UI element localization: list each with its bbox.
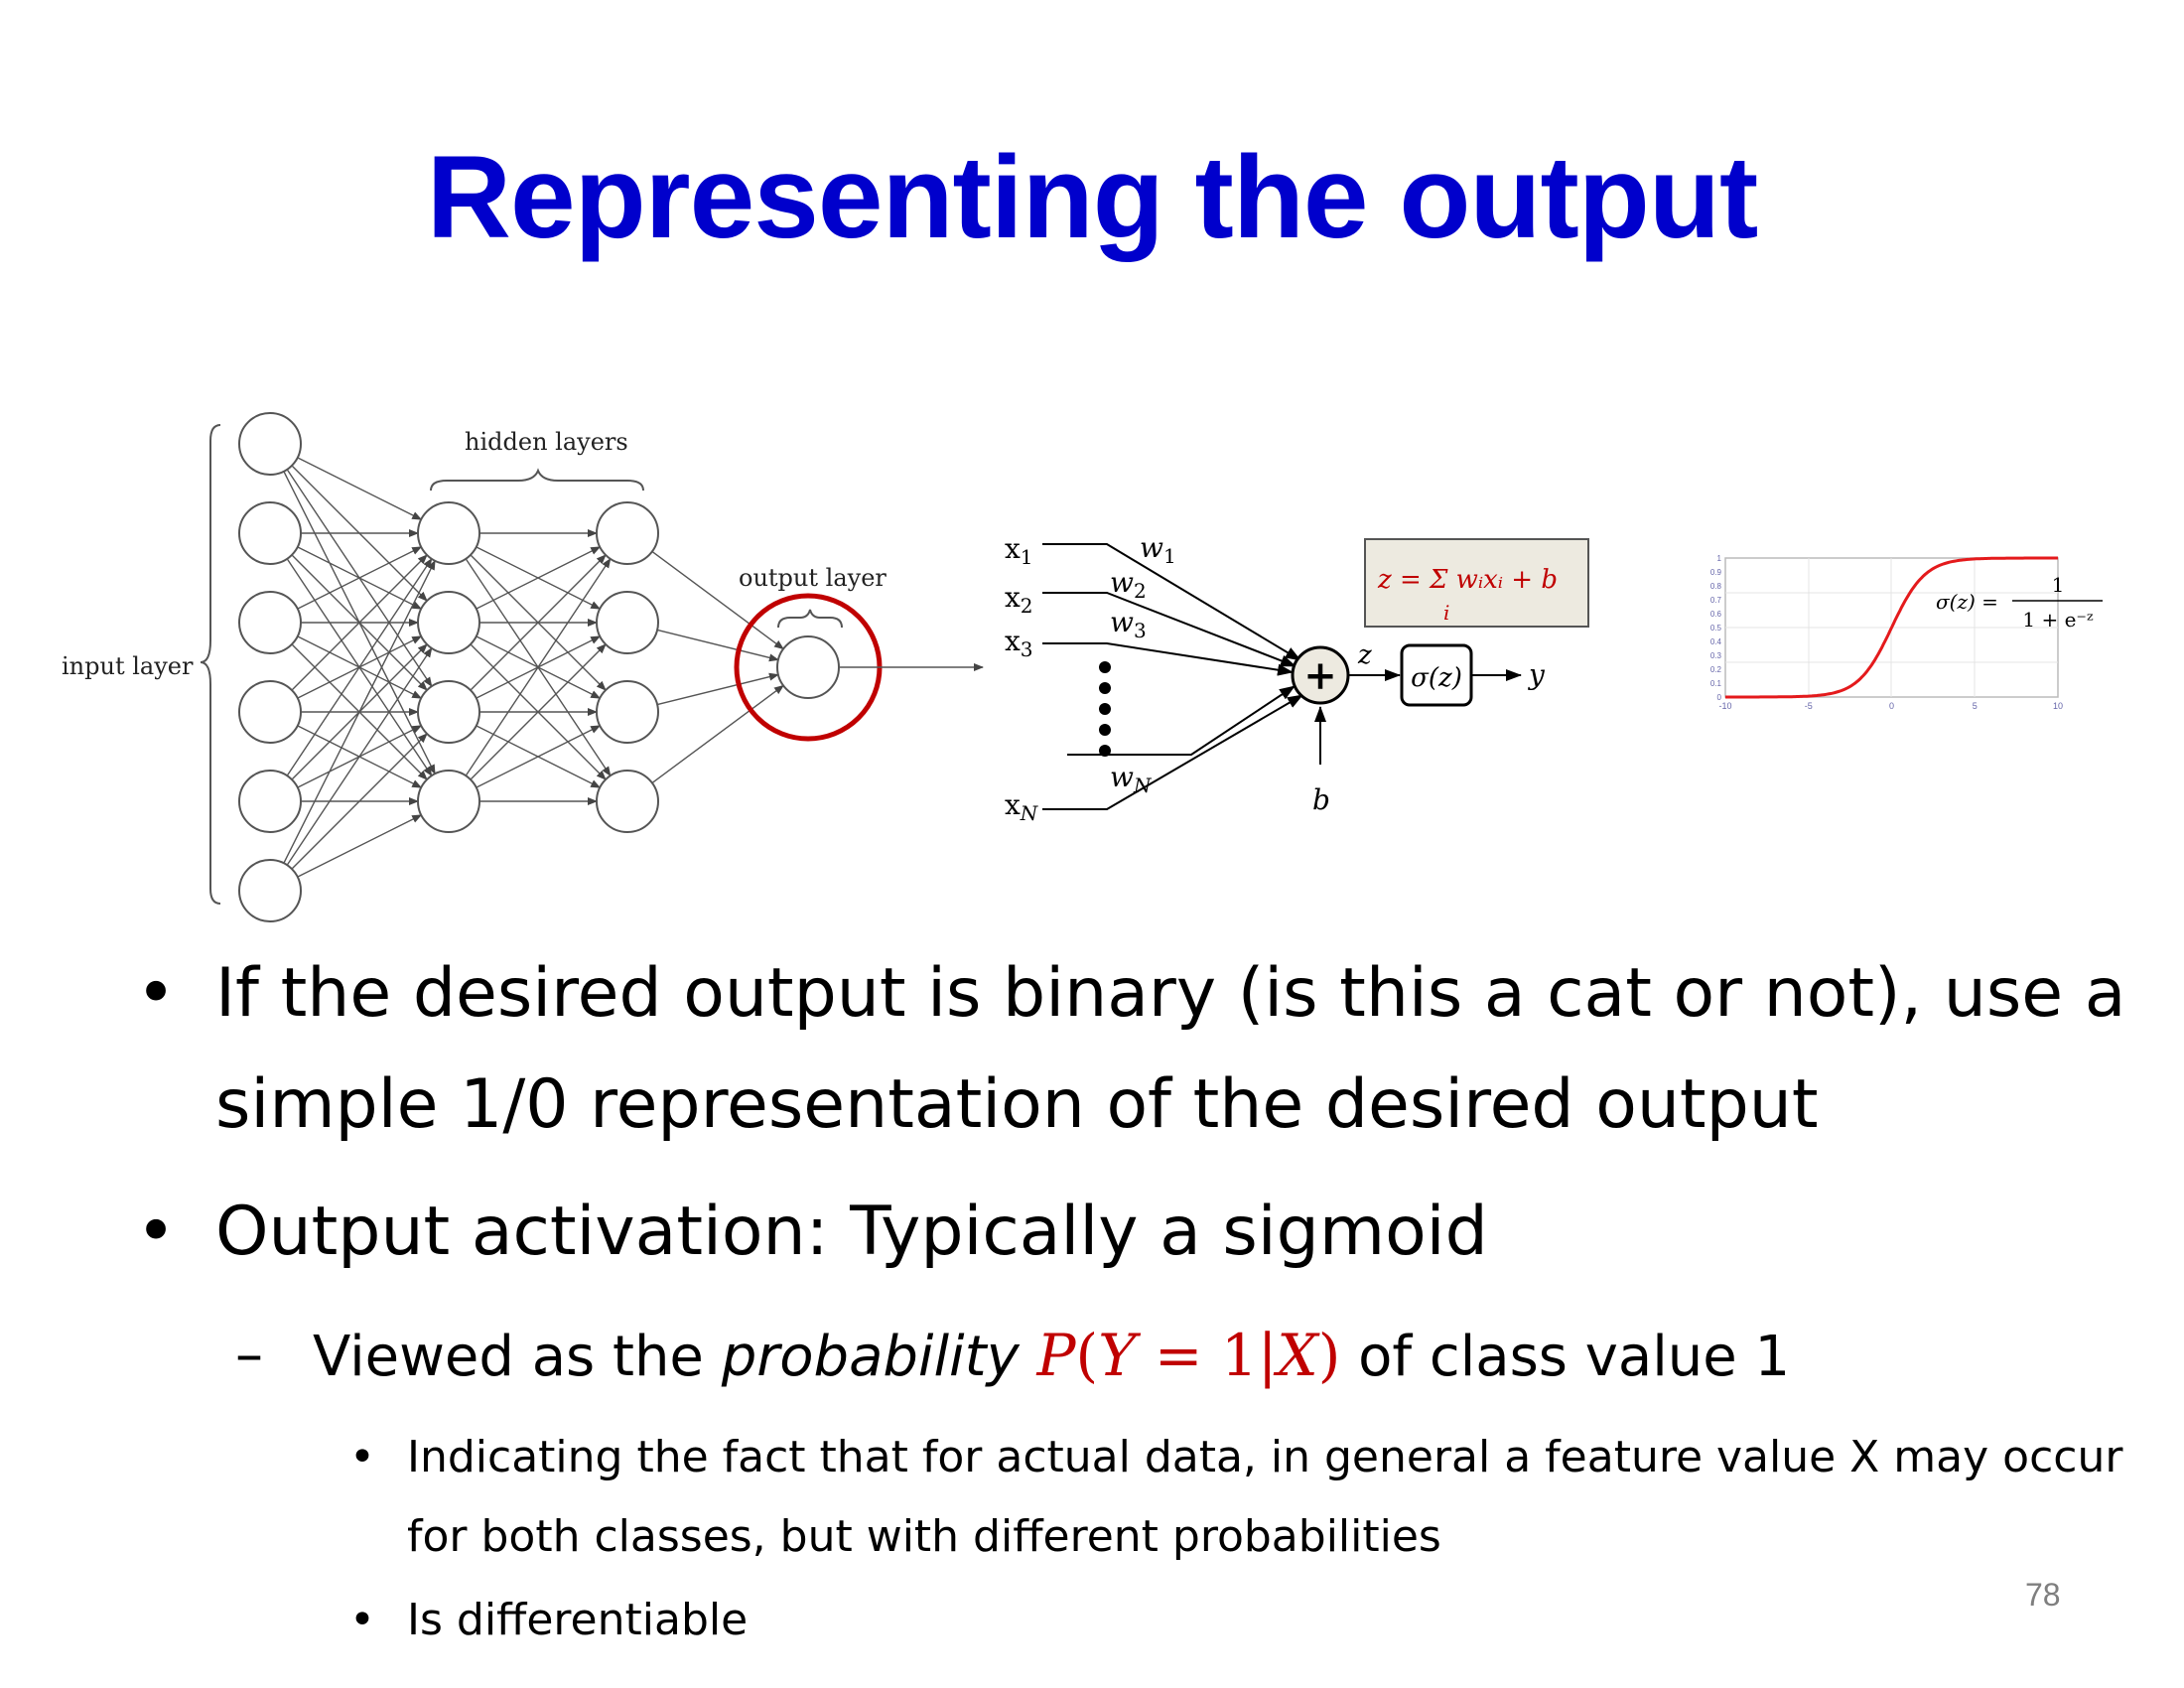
sub-sub-bullet-1-marker: • [349,1432,375,1482]
weight-label-w2: $w_2$ [1110,566,1147,603]
weight-label-w3: $w_3$ [1110,606,1147,642]
ellipsis-dots [1099,661,1111,757]
input-label-x3: $x_3$ [1005,625,1033,661]
output-neuron [777,636,839,698]
weight-label-w1: $w_1$ [1140,531,1176,568]
sub-bullet-1-marker: – [235,1323,263,1387]
network-edge [298,458,422,519]
sub-bullet-1-suffix: of class value 1 [1340,1325,1791,1389]
sigmoid-x-ticks [1718,701,2063,711]
sigmoid-y-tick: 0 [1716,693,1721,702]
sigmoid-formula-numerator: 1 [2051,573,2065,597]
slide-title: Representing the output [426,132,1758,263]
z-label: z [1358,640,1372,670]
input-line-n [1042,695,1302,809]
sigmoid-y-tick: 1 [1716,554,1721,563]
sub-sub-bullet-2-text: Is differentiable [407,1595,749,1645]
sigmoid-y-tick: 0.3 [1709,651,1721,660]
sigmoid-x-tick: -10 [1718,701,1732,711]
sum-formula: z = Σ wᵢxᵢ + b [1378,565,1558,595]
hidden-neuron [597,771,658,832]
input-neuron [239,413,301,475]
input-neuron [239,771,301,832]
sigmoid-x-tick: -5 [1804,701,1813,711]
plus-icon: + [1303,652,1337,699]
weight-label-wn: $w_N$ [1110,761,1152,797]
sigmoid-y-tick: 0.2 [1709,665,1721,674]
input-line-2 [1042,593,1296,666]
sigmoid-y-tick: 0.8 [1709,582,1721,591]
sigmoid-y-tick: 0.6 [1709,610,1721,619]
network-edge [287,648,432,865]
bullet-1-text: If the desired output is binary (is this a cat or not), use a simple 1/0 representation of the desired output [215,954,2126,1144]
hidden-neuron [597,502,658,564]
input-neuron [239,681,301,743]
sigmoid-x-tick: 10 [2052,701,2064,711]
input-layer-label: input layer [62,652,194,680]
input-label-xn: $x_N$ [1005,788,1038,825]
sigmoid-y-tick: 0.7 [1709,596,1721,605]
sigmoid-x-tick: 5 [1972,701,1978,711]
sigmoid-formula-denominator: 1 + e⁻ᶻ [2022,608,2094,632]
network-diagram [62,413,983,921]
activation-label: σ(z) [1411,663,1462,693]
sigmoid-y-tick: 0.9 [1709,568,1721,577]
network-edge [298,815,422,877]
bullet-1-marker: • [136,954,177,1033]
page-number: 78 [2025,1577,2061,1613]
sum-index: i [1443,601,1450,625]
probability-formula: P(Y = 1|X) [1036,1322,1341,1389]
sigmoid-y-tick: 0.4 [1709,637,1721,646]
sigmoid-formula-lhs: σ(z) = [1936,590,1998,614]
hidden-layers-label: hidden layers [465,428,628,456]
sigmoid-y-ticks [1710,554,1722,702]
sub-sub-bullet-2-marker: • [349,1595,375,1645]
hidden-neuron [418,592,479,653]
bullet-2-marker: • [136,1193,177,1271]
input-label-x2: $x_2$ [1005,581,1033,618]
input-line-3 [1042,643,1293,672]
sub-bullet-1-text [313,1311,2100,1402]
sigmoid-plot [1710,554,2103,711]
sigmoid-x-tick: 0 [1888,701,1895,711]
hidden-layers-brace [431,471,643,491]
hidden-neuron [597,681,658,743]
input-neuron [239,592,301,653]
sub-sub-bullet-1-text: Indicating the fact that for actual data, in general a feature value X may occur for both classes, but with different probabilities [407,1432,2123,1562]
output-layer-brace [778,610,842,628]
sigmoid-y-tick: 0.1 [1709,679,1721,688]
input-neuron [239,860,301,921]
network-edge [657,674,778,704]
output-layer-label: output layer [739,564,887,592]
hidden-neuron [418,681,479,743]
bullet-2-text: Output activation: Typically a sigmoid [215,1193,1488,1271]
bias-label: b [1312,783,1330,816]
input-layer-brace [201,425,220,904]
input-label-x1: $x_1$ [1005,532,1033,569]
hidden-neuron [597,592,658,653]
neuron-diagram [1005,531,1588,825]
network-edges [284,458,783,877]
hidden-neuron [418,502,479,564]
network-edge [652,685,783,782]
network-edge [657,630,778,659]
output-y-label: y [1529,658,1545,691]
input-neuron [239,502,301,564]
sigmoid-y-tick: 0.5 [1709,624,1721,633]
sub-bullet-1-prefix: Viewed as the [313,1325,722,1389]
hidden-neuron [418,771,479,832]
probability-emphasis: probability [721,1325,1020,1389]
